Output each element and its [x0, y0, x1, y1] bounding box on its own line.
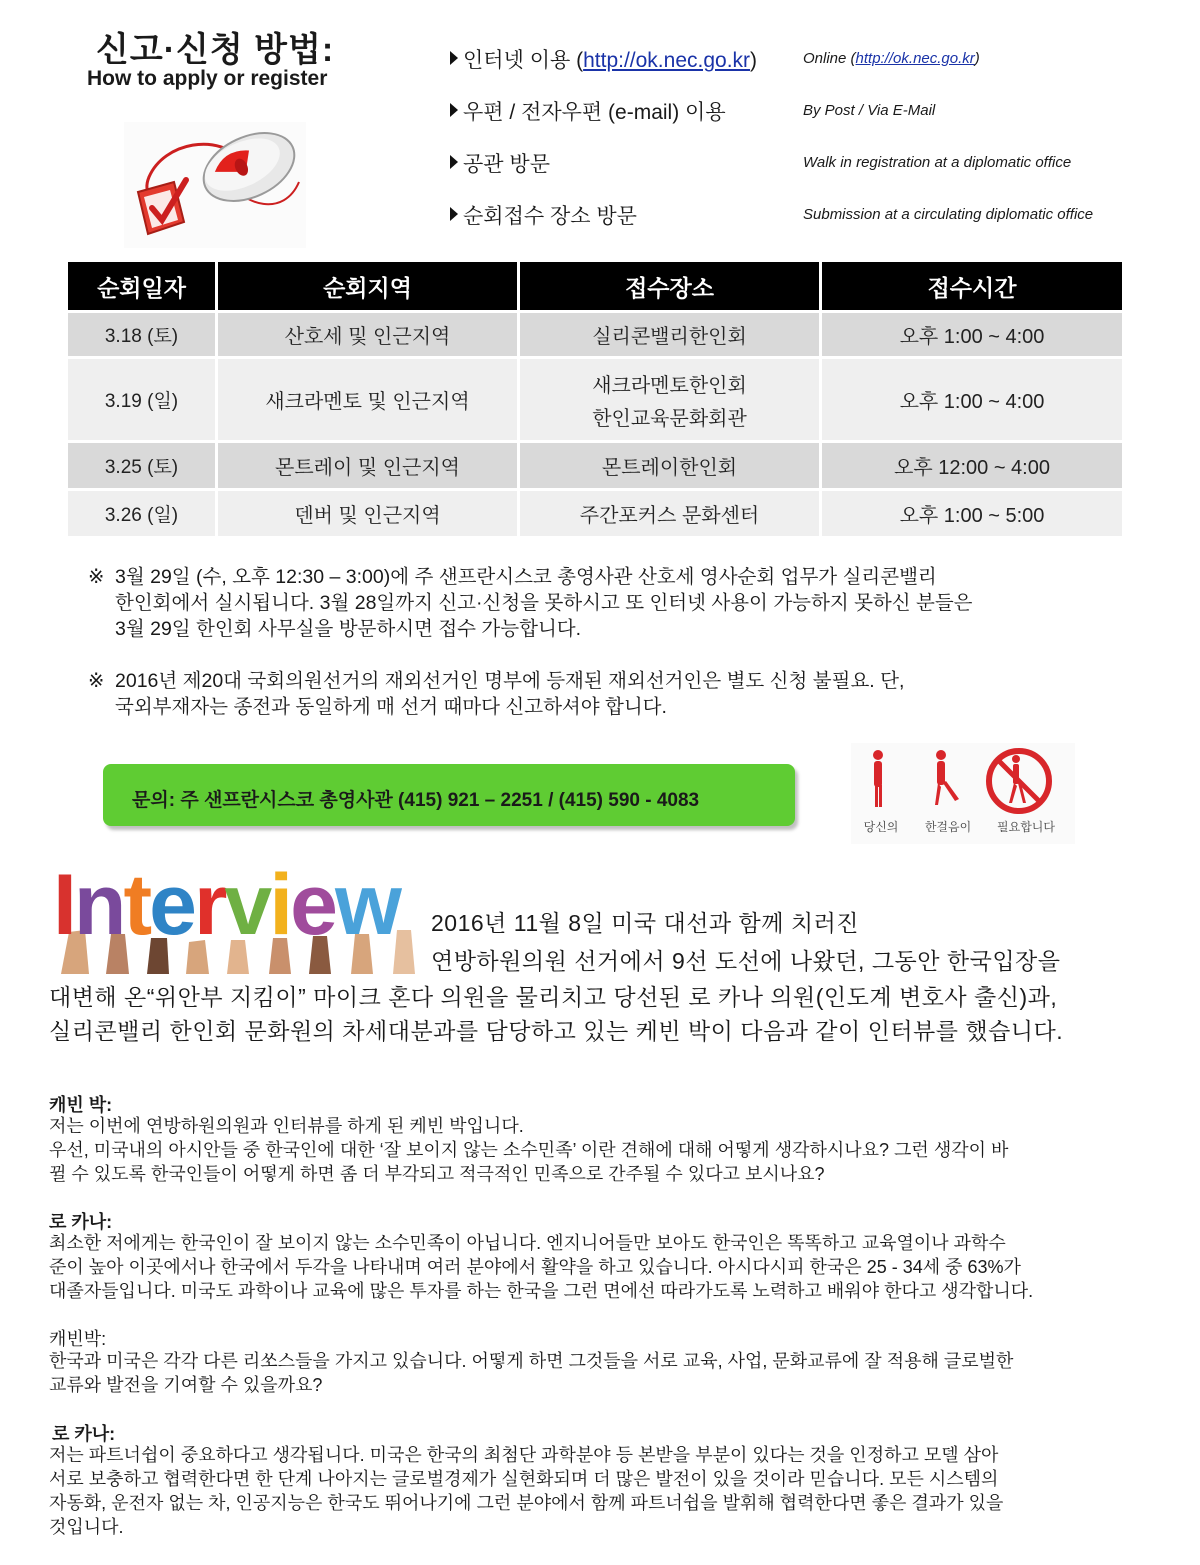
svg-text:Interview: Interview — [53, 857, 399, 953]
cell-date: 3.19 (일) — [67, 358, 217, 442]
speaker-ro-khanna: 로 카나: — [49, 1212, 113, 1232]
header-time: 접수시간 — [821, 262, 1124, 312]
speaker-kevin: 캐빈 박: — [49, 1095, 113, 1115]
intro-line-4: 실리콘밸리 한인회 문화원의 차세대분과를 담당하고 있는 케빈 박이 다음과 같이 인터뷰를 했습니다. — [49, 1018, 1064, 1044]
answer-block: 최소한 저에게는 한국인이 잘 보이지 않는 소수민족이 아닙니다. 엔지니어들만 보아도 한국인은 똑똑하고 교육열이나 과학수 준이 높아 이곳에서나 한국에서 두각을 나타내며 여러 분야에서 활약을 하고 있습니다. 아시다시피 한국은 25 - 34세 중 63%가 대졸자들입니다. 미국도 과학이나 교육에 많은 투자를 하는 한국을 그런 면에선 따라가도록 노력하고 배워야 한다고 생각합니다. — [49, 1233, 1034, 1301]
page-subtitle: How to apply or register — [87, 67, 328, 90]
intro-line-3: 대변해 온“위안부 지킴이” 마이크 혼다 의원을 물리치고 당선된 로 카나 의원(인도계 변호사 출신)과, — [49, 984, 1058, 1010]
step-graphic — [851, 743, 1075, 844]
method-internet-en: Online (http://ok.nec.go.kr) — [803, 50, 980, 67]
triangle-bullet-icon — [450, 103, 458, 117]
interview-word-art — [51, 852, 443, 974]
cell-place — [519, 358, 821, 442]
cell-date: 3.18 (토) — [67, 312, 217, 358]
walk-caption-2: 한걸음이 — [924, 820, 972, 834]
intro-line-2: 연방하원의원 선거에서 9선 도선에 나왔던, 그동안 한국입장을 — [431, 948, 1061, 974]
cell-region: 몬트레이 및 인근지역 — [217, 442, 519, 490]
table-header-row — [67, 262, 1124, 312]
reference-mark: ※ — [88, 566, 105, 588]
method-post: 우편 / 전자우편 (e-mail) 이용 — [450, 96, 726, 126]
nec-link-en[interactable]: http://ok.nec.go.kr — [855, 50, 975, 67]
table-row — [67, 490, 1124, 538]
checkbox-icon — [138, 180, 186, 234]
header-date: 순회일자 — [67, 262, 217, 312]
place-line-1: 새크라멘토한인회 — [592, 374, 747, 397]
header-region: 순회지역 — [217, 262, 519, 312]
nec-link[interactable]: http://ok.nec.go.kr — [583, 49, 751, 72]
schedule-table — [65, 262, 1125, 539]
place-line-2: 한인교육문화회관 — [592, 407, 747, 430]
cell-time: 오후 1:00 ~ 5:00 — [821, 490, 1124, 538]
mouse-checkbox-illustration — [124, 122, 306, 248]
method-internet: 인터넷 이용 (http://ok.nec.go.kr) — [450, 44, 757, 74]
table-row — [67, 442, 1124, 490]
speaker-kevin: 캐빈박: — [49, 1329, 107, 1349]
contact-phone: 주 샌프란시스코 총영사관 (415) 921 – 2251 / (415) 590 - 4083 — [180, 790, 700, 811]
method-visit-en: Walk in registration at a diplomatic office — [803, 154, 1072, 171]
walk-caption-3: 필요합니다 — [997, 820, 1055, 834]
cell-date: 3.26 (일) — [67, 490, 217, 538]
cell-time: 오후 1:00 ~ 4:00 — [821, 312, 1124, 358]
cell-region: 덴버 및 인근지역 — [217, 490, 519, 538]
answer-block: 저는 이번에 연방하원의원과 인터뷰를 하게 된 케빈 박입니다. 우선, 미국내의 아시안들 중 한국인에 대한 ‘잘 보이지 않는 소수민족’ 이란 견해에 대해 어떻게 생각하시나요? 그런 생각이 바 뀔 수 있도록 한국인들이 어떻게 하면 좀 더 부각되고 적극적인 민족으로 간주될 수 있다고 보시나요? — [49, 1116, 1009, 1184]
cell-date: 3.25 (토) — [67, 442, 217, 490]
intro-line-1: 2016년 11월 8일 미국 대선과 함께 치러진 — [431, 910, 860, 936]
walking-figures-icon — [851, 743, 1075, 844]
answer-block: 저는 파트너쉽이 중요하다고 생각됩니다. 미국은 한국의 최첨단 과학분야 등 본받을 부분이 있다는 것을 인정하고 모델 삼아 서로 보충하고 협력한다면 한 단계 나아지는 글로벌경제가 실현화되며 더 많은 발전이 있을 것이라 믿습니다. 모든 시스템의 자동화, 운전자 없는 차, 인공지능은 한국도 뛰어나기에 그런 분야에서 함께 파트너쉽을 발휘해 협력한다면 좋은 결과가 있을 것입니다. — [49, 1445, 1004, 1537]
method-circulating: 순회접수 장소 방문 — [450, 200, 637, 230]
cell-place: 실리콘밸리한인회 — [519, 312, 821, 358]
page-title: 신고·신청 방법: — [96, 31, 335, 69]
walk-caption-1: 당신의 — [863, 820, 899, 834]
cell-place: 주간포커스 문화센터 — [519, 490, 821, 538]
speaker-ro-khanna: 로 카나: — [52, 1424, 116, 1444]
table-row — [67, 312, 1124, 358]
method-circulating-en: Submission at a circulating diplomatic office — [803, 206, 1094, 223]
mouse-icon — [124, 122, 306, 248]
interview-hands-icon — [51, 852, 443, 974]
cell-time: 오후 1:00 ~ 4:00 — [821, 358, 1124, 442]
cell-region: 산호세 및 인근지역 — [217, 312, 519, 358]
cell-region: 새크라멘토 및 인근지역 — [217, 358, 519, 442]
method-visit: 공관 방문 — [450, 148, 550, 178]
note-2: ※ 2016년 제20대 국회의원선거의 재외선거인 명부에 등재된 재외선거인은 별도 신청 불필요. 단, 국외부재자는 종전과 동일하게 매 선거 때마다 신고하셔야 합니다. — [88, 670, 905, 718]
cell-place: 몬트레이한인회 — [519, 442, 821, 490]
triangle-bullet-icon — [450, 155, 458, 169]
note-1: ※ 3월 29일 (수, 오후 12:30 – 3:00)에 주 샌프란시스코 총영사관 산호세 영사순회 업무가 실리콘밸리 한인회에서 실시됩니다. 3월 28일까지 신고·신청을 못하시고 또 인터넷 사용이 가능하지 못하신 분들은 3월 29일 한인회 사무실을 방문하시면 접수 가능합니다. — [88, 566, 973, 640]
triangle-bullet-icon — [450, 51, 458, 65]
contact-label: 문의: — [132, 790, 176, 811]
method-post-en: By Post / Via E-Mail — [803, 102, 936, 119]
table-row — [67, 358, 1124, 442]
contact-text — [132, 785, 699, 812]
cell-time: 오후 12:00 ~ 4:00 — [821, 442, 1124, 490]
reference-mark: ※ — [88, 670, 105, 692]
answer-block: 한국과 미국은 각각 다른 리쏘스들을 가지고 있습니다. 어떻게 하면 그것들을 서로 교육, 사업, 문화교류에 잘 적용해 글로벌한 교류와 발전을 기여할 수 있을까요? — [49, 1351, 1014, 1395]
triangle-bullet-icon — [450, 207, 458, 221]
header-place: 접수장소 — [519, 262, 821, 312]
